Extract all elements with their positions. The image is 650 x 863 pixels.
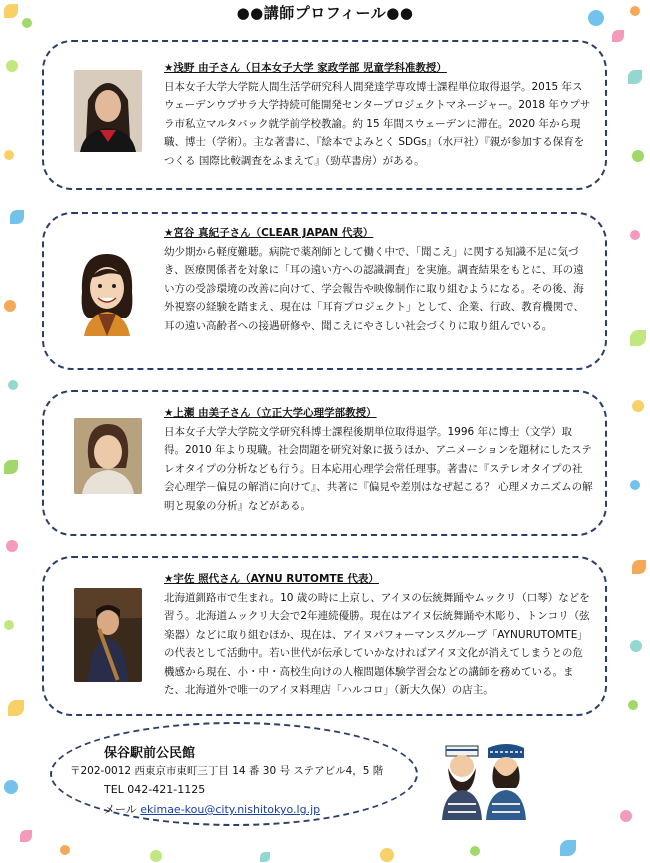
flower-dot-icon bbox=[628, 700, 638, 710]
flower-dot-icon bbox=[20, 830, 32, 842]
flower-dot-icon bbox=[4, 300, 16, 312]
mail-label: メール bbox=[104, 803, 137, 816]
flower-dot-icon bbox=[8, 700, 24, 716]
flower-dot-icon bbox=[8, 380, 18, 390]
flower-dot-icon bbox=[260, 852, 270, 862]
flower-dot-icon bbox=[4, 460, 18, 474]
venue-name: 保谷駅前公民館 bbox=[104, 746, 196, 761]
speaker-bio: 幼少期から軽度難聴。病院で薬剤師として働く中で、「聞こえ」に関する知識不足に気づき、医療関係者を対象に「耳の遠い方への認識調査」を実施。調査結果をもとに、耳の遠い方の受診環境の改善に向けて、学会報告や映像制作に取り組むようになる。その後、海外視察の経験を踏まえ、現在は「耳育プロジェクト」として、企業、行政、教育機関で、耳の遠い高齢者への接遇研修や、聞こえにやさしい社会づくりに取り組んでいる。 bbox=[164, 245, 584, 332]
flower-dot-icon bbox=[612, 30, 624, 42]
flower-dot-icon bbox=[632, 400, 644, 412]
flower-dot-icon bbox=[6, 540, 18, 552]
flower-dot-icon bbox=[150, 850, 162, 862]
speaker-caricature-miyatani bbox=[74, 248, 140, 336]
venue-tel: TEL 042-421-1125 bbox=[104, 783, 206, 796]
flower-dot-icon bbox=[630, 230, 640, 240]
flower-dot-icon bbox=[620, 810, 632, 822]
ainu-couple-illustration bbox=[440, 742, 528, 820]
speaker-name: ★宇佐 照代さん（AYNU RUTOMTE 代表） bbox=[164, 573, 379, 585]
speaker-text-miyatani bbox=[164, 224, 593, 335]
speaker-card-asano bbox=[42, 40, 607, 190]
flower-dot-icon bbox=[470, 846, 480, 856]
flower-dot-icon bbox=[632, 560, 646, 574]
speaker-name: ★上瀬 由美子さん（立正大学心理学部教授） bbox=[164, 407, 377, 419]
speaker-card-usa bbox=[42, 556, 607, 716]
speaker-photo-asano bbox=[74, 70, 142, 152]
venue-address: 〒202-0012 西東京市東町三丁目 14 番 30 号 ステアビル4，5 階 bbox=[70, 765, 384, 777]
speaker-card-miyatani bbox=[42, 212, 607, 370]
flower-dot-icon bbox=[630, 480, 640, 490]
flower-dot-icon bbox=[630, 330, 646, 346]
mail-link[interactable]: ekimae-kou@city.nishitokyo.lg.jp bbox=[140, 803, 321, 816]
speaker-photo-kamise bbox=[74, 418, 142, 494]
flower-dot-icon bbox=[380, 848, 394, 862]
speaker-photo-usa bbox=[74, 588, 142, 682]
flower-dot-icon bbox=[4, 620, 14, 630]
speaker-card-kamise bbox=[42, 390, 607, 536]
speaker-text-usa bbox=[164, 570, 593, 700]
speaker-text-asano bbox=[164, 59, 593, 170]
flower-dot-icon bbox=[6, 60, 18, 72]
flower-dot-icon bbox=[630, 640, 642, 652]
speaker-text-kamise bbox=[164, 404, 593, 515]
speaker-bio: 日本女子大学大学院文学研究科博士課程後期単位取得退学。1996 年に博士（文学）取得。2010 年より現職。社会問題を研究対象に扱うほか、アニメーションを題材にしたステレオタイプの分析なども行う。日本応用心理学会常任理事。著書に『ステレオタイプの社会心理学－偏見の解消に向けて』、共著に『偏見や差別はなぜ起こる？ 心理メカニズムの解明と現象の分析』などがある。 bbox=[164, 425, 593, 512]
speaker-bio: 北海道釧路市で生まれ。10 歳の時に上京し、アイヌの伝統舞踊やムックリ（口琴）などを習う。北海道ムックリ大会で2年連続優勝。現在はアイヌ伝統舞踊や木彫り、トンコリ（弦楽器）などに取り組むほか、現在は、アイヌパフォーマンスグループ「AYNURUTOMTE」の代表として活動中。若い世代が伝承していかなければアイヌ文化が消えてしまうとの危機感から現在、小・中・高校生向けの人権問題体験学習会などの講師を務めている。また、北海道外で唯一のアイヌ料理店「ハルコロ」（新大久保）の店主。 bbox=[164, 591, 590, 696]
flower-dot-icon bbox=[628, 70, 642, 84]
flower-dot-icon bbox=[560, 840, 576, 856]
page-title: ●●講師プロフィール●● bbox=[236, 4, 414, 22]
flower-dot-icon bbox=[632, 150, 644, 162]
venue-mail-row bbox=[104, 801, 320, 817]
flower-dot-icon bbox=[60, 845, 70, 855]
flower-dot-icon bbox=[4, 150, 14, 160]
flower-dot-icon bbox=[10, 210, 24, 224]
speaker-bio: 日本女子大学大学院人間生活学研究科人間発達学専攻博士課程単位取得退学。2015 年スウェーデンウプサラ大学持続可能開発センタープロジェクトマネージャー。2018 年ウプサラ市私立マルタバック就学前学校教諭。約 15 年間スウェーデンに滞在。2020 年から現職、博士（学術）。主な著書に、『絵本でよみとく SDGs』（水戸社）『親が参加する保育をつくる 国際比較調査をふまえて』（勁草書房）がある。 bbox=[164, 80, 591, 167]
speaker-name: ★宮谷 真紀子さん（CLEAR JAPAN 代表） bbox=[164, 227, 374, 239]
speaker-name: ★浅野 由子さん（日本女子大学 家政学部 児童学科准教授） bbox=[164, 62, 447, 74]
flower-dot-icon bbox=[4, 780, 18, 794]
